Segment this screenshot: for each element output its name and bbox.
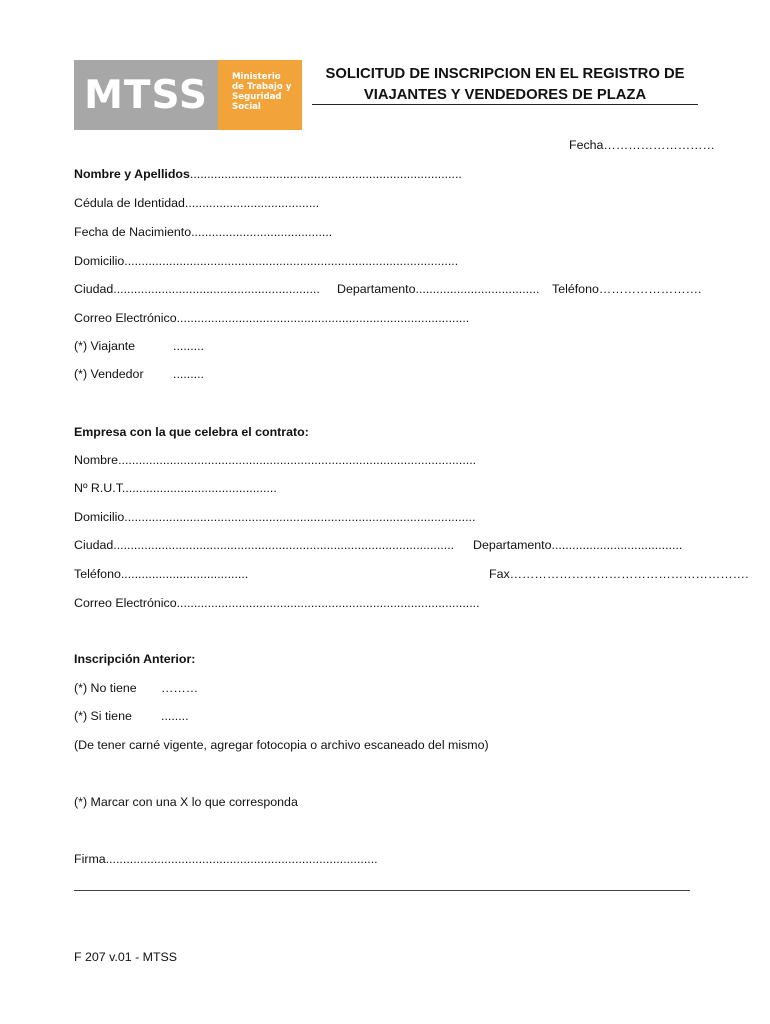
nombre-apellidos-field[interactable] [74, 168, 462, 180]
form-title [312, 64, 698, 106]
empresa-nombre-field[interactable]: Nombre........................................................................................................ [74, 453, 477, 467]
nombre-apellidos-label: Nombre y Apellidos [74, 167, 190, 181]
empresa-domicilio-field[interactable]: Domicilio...................................................................................................... [74, 510, 476, 524]
si-tiene-label: (*) Si tiene [74, 709, 132, 723]
ciudad-field[interactable]: Ciudad............................................................ [74, 282, 320, 296]
title-underline [312, 104, 698, 105]
carne-note: (De tener carné vigente, agregar fotocopia o archivo escaneado del mismo) [74, 738, 489, 752]
si-tiene-checkbox[interactable]: ........ [161, 709, 189, 723]
empresa-correo-field[interactable]: Correo Electrónico........................................................................................ [74, 596, 480, 610]
telefono-field[interactable]: Teléfono……………………. [552, 282, 702, 296]
no-tiene-checkbox[interactable]: ……… [161, 681, 199, 695]
empresa-heading: Empresa con la que celebra el contrato: [74, 425, 309, 439]
viajante-checkbox[interactable]: ......... [173, 339, 204, 353]
departamento-field[interactable]: Departamento.................................... [337, 282, 540, 296]
no-tiene-label: (*) No tiene [74, 681, 137, 695]
fecha-nacimiento-field[interactable]: Fecha de Nacimiento......................................... [74, 225, 333, 239]
form-code-footer: F 207 v.01 - MTSS [74, 950, 178, 964]
logo-acronym: MTSS [74, 60, 218, 130]
empresa-rut-field[interactable]: Nº R.U.T............................................. [74, 481, 277, 495]
correo-field[interactable]: Correo Electrónico..................................................................................... [74, 311, 470, 325]
viajante-label: (*) Viajante [74, 339, 136, 353]
logo-ministry-name [218, 60, 302, 130]
mtss-logo [74, 60, 302, 130]
marcar-instruction: (*) Marcar con una X lo que corresponda [74, 795, 298, 809]
empresa-departamento-field[interactable]: Departamento...................................... [473, 538, 683, 552]
logo-line: de Trabajo y [232, 81, 292, 92]
logo-line: Social [232, 101, 261, 112]
signature-divider [74, 890, 690, 891]
firma-field[interactable]: Firma............................................................................... [74, 852, 378, 866]
logo-line: Ministerio [232, 72, 281, 82]
title-line-1: SOLICITUD DE INSCRIPCION EN EL REGISTRO DE [325, 66, 685, 82]
empresa-ciudad-field[interactable]: Ciudad................................................................................................... [74, 538, 455, 552]
domicilio-field[interactable]: Domicilio................................................................................................. [74, 254, 459, 268]
inscripcion-anterior-heading: Inscripción Anterior: [74, 652, 196, 666]
nombre-apellidos-dots: ............................................................................... [189, 167, 462, 181]
title-line-2: VIAJANTES Y VENDEDORES DE PLAZA [363, 87, 647, 103]
empresa-fax-field[interactable]: Fax…………………………………………………. [489, 567, 749, 581]
vendedor-label: (*) Vendedor [74, 367, 144, 381]
vendedor-checkbox[interactable]: ......... [173, 367, 204, 381]
empresa-telefono-field[interactable]: Teléfono..................................... [74, 567, 249, 581]
cedula-field[interactable]: Cédula de Identidad....................................... [74, 196, 320, 210]
logo-line: Seguridad [232, 91, 282, 102]
fecha-field[interactable]: Fecha……………………… [569, 138, 715, 152]
